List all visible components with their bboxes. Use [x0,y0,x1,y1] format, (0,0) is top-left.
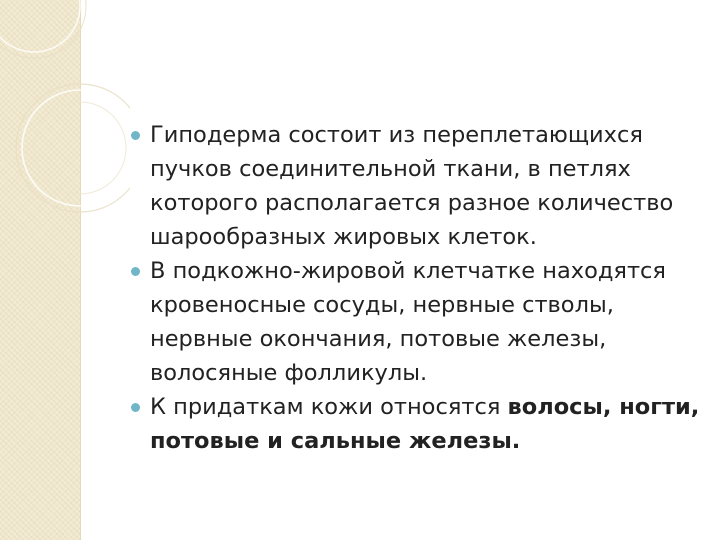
bullet-text: В подкожно-жировой клетчатке находятся кровеносные сосуды, нервные стволы, нервные окончания, потовые железы, волосяные фолликулы. [150,258,666,386]
list-item [128,254,700,390]
bullet-dot-icon [131,403,140,412]
list-item [128,118,700,254]
bullet-text-plain: К придаткам кожи относятся [150,394,508,420]
decorative-circles-icon [0,0,130,220]
bullet-dot-icon [131,131,140,140]
bullet-text-bold: волосы, ногти, потовые и сальные железы. [150,394,700,454]
bullet-text: Гиподерма состоит из переплетающихся пучков соединительной ткани, в петлях которого располагается разное количество шарообразных жировых клеток. [150,122,674,250]
list-item [128,390,700,458]
bullet-dot-icon [131,267,140,276]
bullet-list [128,118,700,458]
